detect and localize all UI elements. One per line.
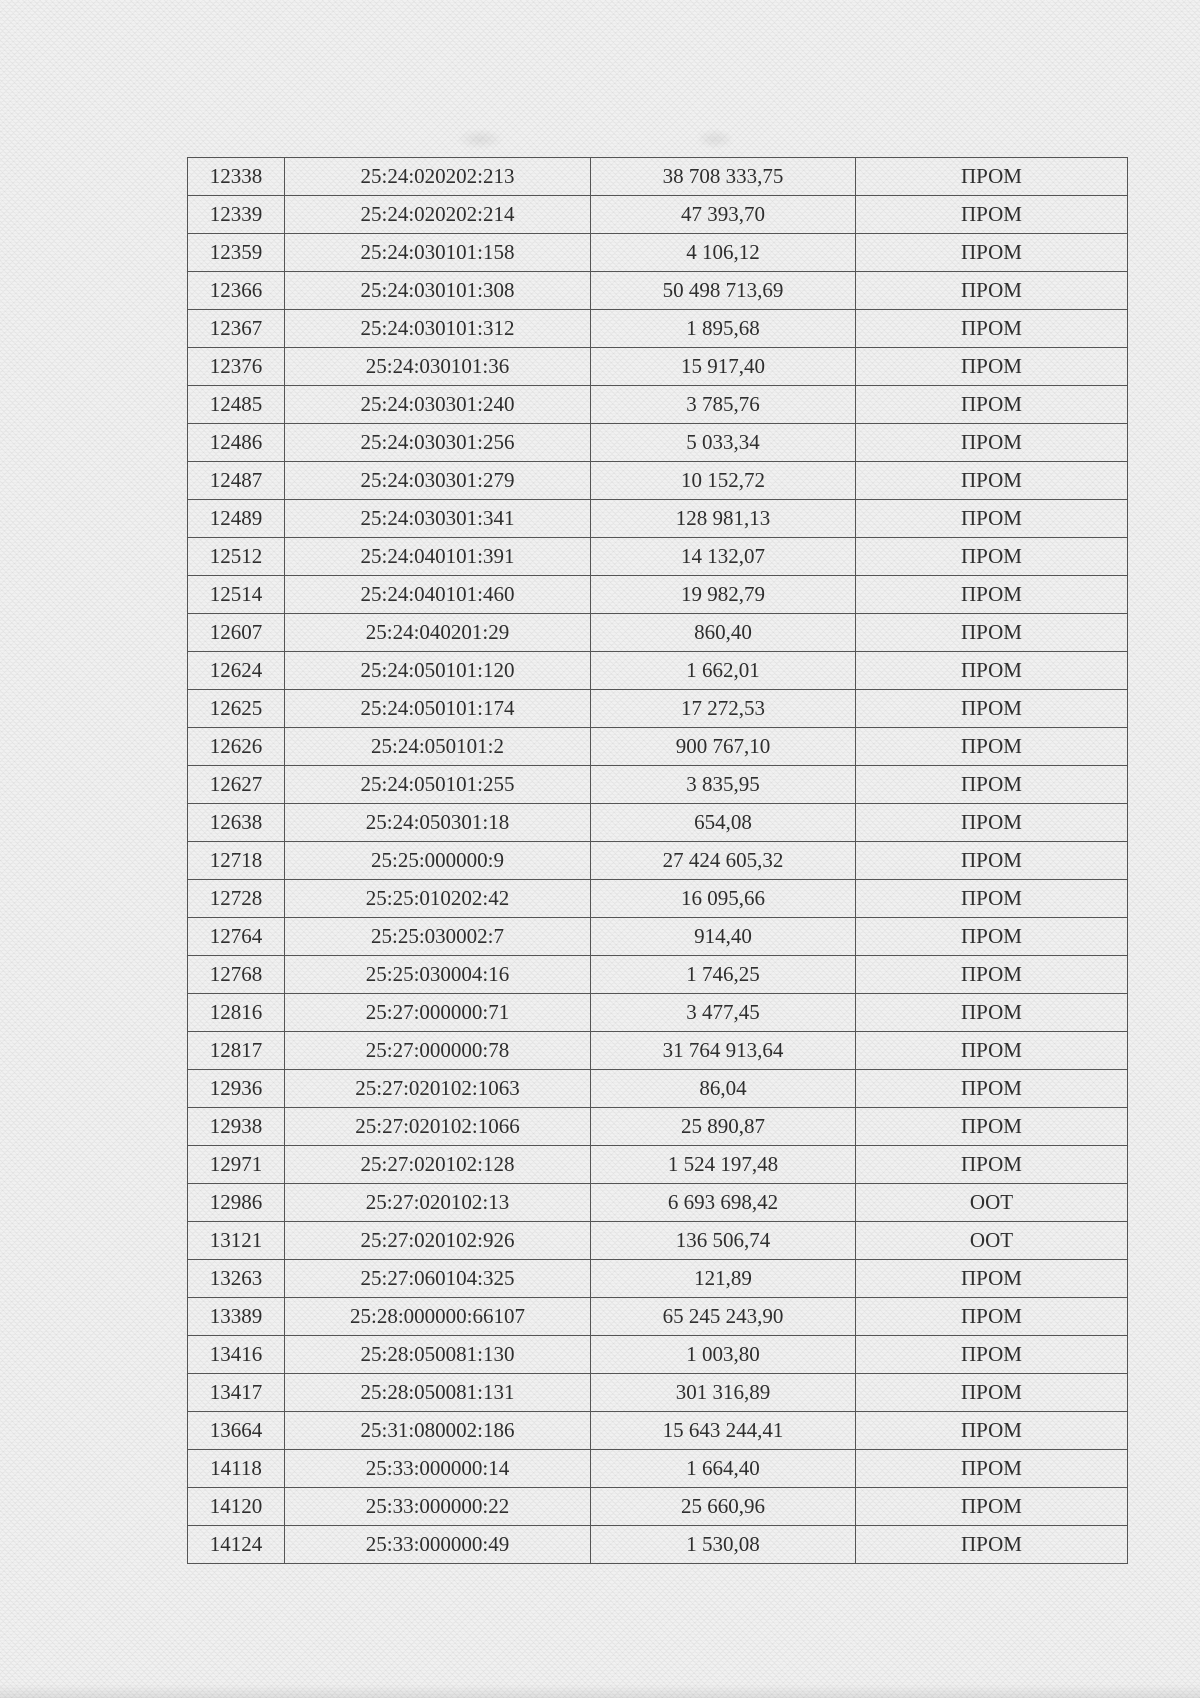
row-number-cell: 12626 xyxy=(188,728,285,766)
cadastral-number-cell: 25:24:040201:29 xyxy=(285,614,591,652)
cadastral-number-cell: 25:24:030301:341 xyxy=(285,500,591,538)
cadastral-number-cell: 25:25:000000:9 xyxy=(285,842,591,880)
table-row xyxy=(188,1298,1128,1336)
type-cell: ПРОМ xyxy=(856,310,1128,348)
type-cell: ПРОМ xyxy=(856,500,1128,538)
value-cell: 1 746,25 xyxy=(591,956,856,994)
page-bottom-edge xyxy=(0,1684,1200,1698)
row-number-cell: 12986 xyxy=(188,1184,285,1222)
cadastral-number-cell: 25:28:050081:131 xyxy=(285,1374,591,1412)
value-cell: 1 003,80 xyxy=(591,1336,856,1374)
cadastral-number-cell: 25:24:050101:255 xyxy=(285,766,591,804)
value-cell: 1 895,68 xyxy=(591,310,856,348)
cadastral-value-table xyxy=(187,157,1128,1564)
table-body xyxy=(188,158,1128,1564)
cadastral-number-cell: 25:27:020102:1066 xyxy=(285,1108,591,1146)
table-row xyxy=(188,804,1128,842)
type-cell: ООТ xyxy=(856,1222,1128,1260)
table-row xyxy=(188,424,1128,462)
value-cell: 3 477,45 xyxy=(591,994,856,1032)
row-number-cell: 13417 xyxy=(188,1374,285,1412)
scan-smudge xyxy=(695,128,735,150)
cadastral-number-cell: 25:24:030301:279 xyxy=(285,462,591,500)
row-number-cell: 13416 xyxy=(188,1336,285,1374)
table-row xyxy=(188,386,1128,424)
type-cell: ПРОМ xyxy=(856,234,1128,272)
row-number-cell: 12514 xyxy=(188,576,285,614)
value-cell: 4 106,12 xyxy=(591,234,856,272)
table-row xyxy=(188,766,1128,804)
type-cell: ПРОМ xyxy=(856,880,1128,918)
cadastral-number-cell: 25:24:050301:18 xyxy=(285,804,591,842)
table-row xyxy=(188,234,1128,272)
row-number-cell: 12728 xyxy=(188,880,285,918)
table-row xyxy=(188,1070,1128,1108)
value-cell: 27 424 605,32 xyxy=(591,842,856,880)
row-number-cell: 14120 xyxy=(188,1488,285,1526)
value-cell: 1 524 197,48 xyxy=(591,1146,856,1184)
value-cell: 10 152,72 xyxy=(591,462,856,500)
cadastral-number-cell: 25:24:030101:158 xyxy=(285,234,591,272)
value-cell: 15 643 244,41 xyxy=(591,1412,856,1450)
value-cell: 6 693 698,42 xyxy=(591,1184,856,1222)
row-number-cell: 12607 xyxy=(188,614,285,652)
value-cell: 25 890,87 xyxy=(591,1108,856,1146)
value-cell: 654,08 xyxy=(591,804,856,842)
cadastral-number-cell: 25:33:000000:49 xyxy=(285,1526,591,1564)
type-cell: ПРОМ xyxy=(856,1032,1128,1070)
type-cell: ПРОМ xyxy=(856,614,1128,652)
value-cell: 900 767,10 xyxy=(591,728,856,766)
type-cell: ПРОМ xyxy=(856,918,1128,956)
cadastral-number-cell: 25:24:030301:256 xyxy=(285,424,591,462)
type-cell: ПРОМ xyxy=(856,158,1128,196)
table-row xyxy=(188,500,1128,538)
row-number-cell: 12624 xyxy=(188,652,285,690)
value-cell: 128 981,13 xyxy=(591,500,856,538)
value-cell: 1 530,08 xyxy=(591,1526,856,1564)
value-cell: 38 708 333,75 xyxy=(591,158,856,196)
row-number-cell: 12638 xyxy=(188,804,285,842)
value-cell: 65 245 243,90 xyxy=(591,1298,856,1336)
type-cell: ПРОМ xyxy=(856,652,1128,690)
value-cell: 17 272,53 xyxy=(591,690,856,728)
type-cell: ООТ xyxy=(856,1184,1128,1222)
cadastral-number-cell: 25:24:050101:120 xyxy=(285,652,591,690)
cadastral-number-cell: 25:24:040101:460 xyxy=(285,576,591,614)
table-row xyxy=(188,1488,1128,1526)
table-row xyxy=(188,348,1128,386)
cadastral-number-cell: 25:27:060104:325 xyxy=(285,1260,591,1298)
table-row xyxy=(188,158,1128,196)
table-row xyxy=(188,1450,1128,1488)
cadastral-number-cell: 25:24:030101:36 xyxy=(285,348,591,386)
table-row xyxy=(188,1526,1128,1564)
type-cell: ПРОМ xyxy=(856,272,1128,310)
cadastral-number-cell: 25:27:020102:13 xyxy=(285,1184,591,1222)
cadastral-number-cell: 25:24:050101:2 xyxy=(285,728,591,766)
row-number-cell: 12338 xyxy=(188,158,285,196)
type-cell: ПРОМ xyxy=(856,1526,1128,1564)
cadastral-number-cell: 25:27:020102:128 xyxy=(285,1146,591,1184)
type-cell: ПРОМ xyxy=(856,538,1128,576)
cadastral-number-cell: 25:24:030101:312 xyxy=(285,310,591,348)
type-cell: ПРОМ xyxy=(856,804,1128,842)
cadastral-number-cell: 25:27:000000:71 xyxy=(285,994,591,1032)
row-number-cell: 12627 xyxy=(188,766,285,804)
row-number-cell: 12816 xyxy=(188,994,285,1032)
cadastral-number-cell: 25:33:000000:14 xyxy=(285,1450,591,1488)
value-cell: 301 316,89 xyxy=(591,1374,856,1412)
type-cell: ПРОМ xyxy=(856,994,1128,1032)
value-cell: 914,40 xyxy=(591,918,856,956)
type-cell: ПРОМ xyxy=(856,1146,1128,1184)
row-number-cell: 13121 xyxy=(188,1222,285,1260)
row-number-cell: 14124 xyxy=(188,1526,285,1564)
row-number-cell: 12936 xyxy=(188,1070,285,1108)
cadastral-number-cell: 25:24:050101:174 xyxy=(285,690,591,728)
type-cell: ПРОМ xyxy=(856,728,1128,766)
table-row xyxy=(188,272,1128,310)
row-number-cell: 12367 xyxy=(188,310,285,348)
cadastral-number-cell: 25:28:050081:130 xyxy=(285,1336,591,1374)
type-cell: ПРОМ xyxy=(856,1070,1128,1108)
type-cell: ПРОМ xyxy=(856,576,1128,614)
value-cell: 16 095,66 xyxy=(591,880,856,918)
table-row xyxy=(188,1336,1128,1374)
table-row xyxy=(188,1222,1128,1260)
cadastral-number-cell: 25:25:030002:7 xyxy=(285,918,591,956)
row-number-cell: 12512 xyxy=(188,538,285,576)
row-number-cell: 12366 xyxy=(188,272,285,310)
value-cell: 121,89 xyxy=(591,1260,856,1298)
table-row xyxy=(188,728,1128,766)
table-row xyxy=(188,1184,1128,1222)
cadastral-number-cell: 25:27:020102:926 xyxy=(285,1222,591,1260)
type-cell: ПРОМ xyxy=(856,1336,1128,1374)
type-cell: ПРОМ xyxy=(856,196,1128,234)
row-number-cell: 12718 xyxy=(188,842,285,880)
cadastral-number-cell: 25:25:010202:42 xyxy=(285,880,591,918)
row-number-cell: 14118 xyxy=(188,1450,285,1488)
table-row xyxy=(188,690,1128,728)
value-cell: 136 506,74 xyxy=(591,1222,856,1260)
table-row xyxy=(188,1108,1128,1146)
row-number-cell: 13389 xyxy=(188,1298,285,1336)
value-cell: 31 764 913,64 xyxy=(591,1032,856,1070)
cadastral-number-cell: 25:24:040101:391 xyxy=(285,538,591,576)
type-cell: ПРОМ xyxy=(856,690,1128,728)
table-row xyxy=(188,994,1128,1032)
value-cell: 15 917,40 xyxy=(591,348,856,386)
value-cell: 25 660,96 xyxy=(591,1488,856,1526)
table-row xyxy=(188,310,1128,348)
type-cell: ПРОМ xyxy=(856,1450,1128,1488)
scan-smudge xyxy=(455,128,505,150)
type-cell: ПРОМ xyxy=(856,386,1128,424)
type-cell: ПРОМ xyxy=(856,1298,1128,1336)
cadastral-number-cell: 25:24:030101:308 xyxy=(285,272,591,310)
value-cell: 1 662,01 xyxy=(591,652,856,690)
type-cell: ПРОМ xyxy=(856,462,1128,500)
table-row xyxy=(188,538,1128,576)
value-cell: 86,04 xyxy=(591,1070,856,1108)
table-row xyxy=(188,1032,1128,1070)
value-cell: 14 132,07 xyxy=(591,538,856,576)
row-number-cell: 12817 xyxy=(188,1032,285,1070)
value-cell: 3 835,95 xyxy=(591,766,856,804)
row-number-cell: 12486 xyxy=(188,424,285,462)
row-number-cell: 12339 xyxy=(188,196,285,234)
row-number-cell: 12359 xyxy=(188,234,285,272)
cadastral-number-cell: 25:27:000000:78 xyxy=(285,1032,591,1070)
table-row xyxy=(188,576,1128,614)
row-number-cell: 12487 xyxy=(188,462,285,500)
row-number-cell: 12764 xyxy=(188,918,285,956)
table-row xyxy=(188,614,1128,652)
type-cell: ПРОМ xyxy=(856,348,1128,386)
value-cell: 860,40 xyxy=(591,614,856,652)
row-number-cell: 12376 xyxy=(188,348,285,386)
table-row xyxy=(188,1146,1128,1184)
type-cell: ПРОМ xyxy=(856,842,1128,880)
type-cell: ПРОМ xyxy=(856,1374,1128,1412)
cadastral-number-cell: 25:28:000000:66107 xyxy=(285,1298,591,1336)
cadastral-number-cell: 25:25:030004:16 xyxy=(285,956,591,994)
table-row xyxy=(188,652,1128,690)
cadastral-number-cell: 25:33:000000:22 xyxy=(285,1488,591,1526)
table-row xyxy=(188,1260,1128,1298)
value-cell: 5 033,34 xyxy=(591,424,856,462)
value-cell: 1 664,40 xyxy=(591,1450,856,1488)
row-number-cell: 12971 xyxy=(188,1146,285,1184)
row-number-cell: 13664 xyxy=(188,1412,285,1450)
type-cell: ПРОМ xyxy=(856,1108,1128,1146)
type-cell: ПРОМ xyxy=(856,956,1128,994)
value-cell: 47 393,70 xyxy=(591,196,856,234)
type-cell: ПРОМ xyxy=(856,1260,1128,1298)
table-row xyxy=(188,1412,1128,1450)
cadastral-number-cell: 25:24:020202:213 xyxy=(285,158,591,196)
table-row xyxy=(188,196,1128,234)
table-row xyxy=(188,918,1128,956)
table-row xyxy=(188,1374,1128,1412)
type-cell: ПРОМ xyxy=(856,1412,1128,1450)
cadastral-number-cell: 25:27:020102:1063 xyxy=(285,1070,591,1108)
table-row xyxy=(188,462,1128,500)
value-cell: 19 982,79 xyxy=(591,576,856,614)
row-number-cell: 12768 xyxy=(188,956,285,994)
type-cell: ПРОМ xyxy=(856,766,1128,804)
row-number-cell: 12485 xyxy=(188,386,285,424)
table-row xyxy=(188,956,1128,994)
value-cell: 50 498 713,69 xyxy=(591,272,856,310)
cadastral-number-cell: 25:31:080002:186 xyxy=(285,1412,591,1450)
type-cell: ПРОМ xyxy=(856,1488,1128,1526)
table-row xyxy=(188,880,1128,918)
cadastral-number-cell: 25:24:030301:240 xyxy=(285,386,591,424)
table-row xyxy=(188,842,1128,880)
row-number-cell: 12625 xyxy=(188,690,285,728)
row-number-cell: 12489 xyxy=(188,500,285,538)
row-number-cell: 13263 xyxy=(188,1260,285,1298)
value-cell: 3 785,76 xyxy=(591,386,856,424)
type-cell: ПРОМ xyxy=(856,424,1128,462)
cadastral-number-cell: 25:24:020202:214 xyxy=(285,196,591,234)
row-number-cell: 12938 xyxy=(188,1108,285,1146)
